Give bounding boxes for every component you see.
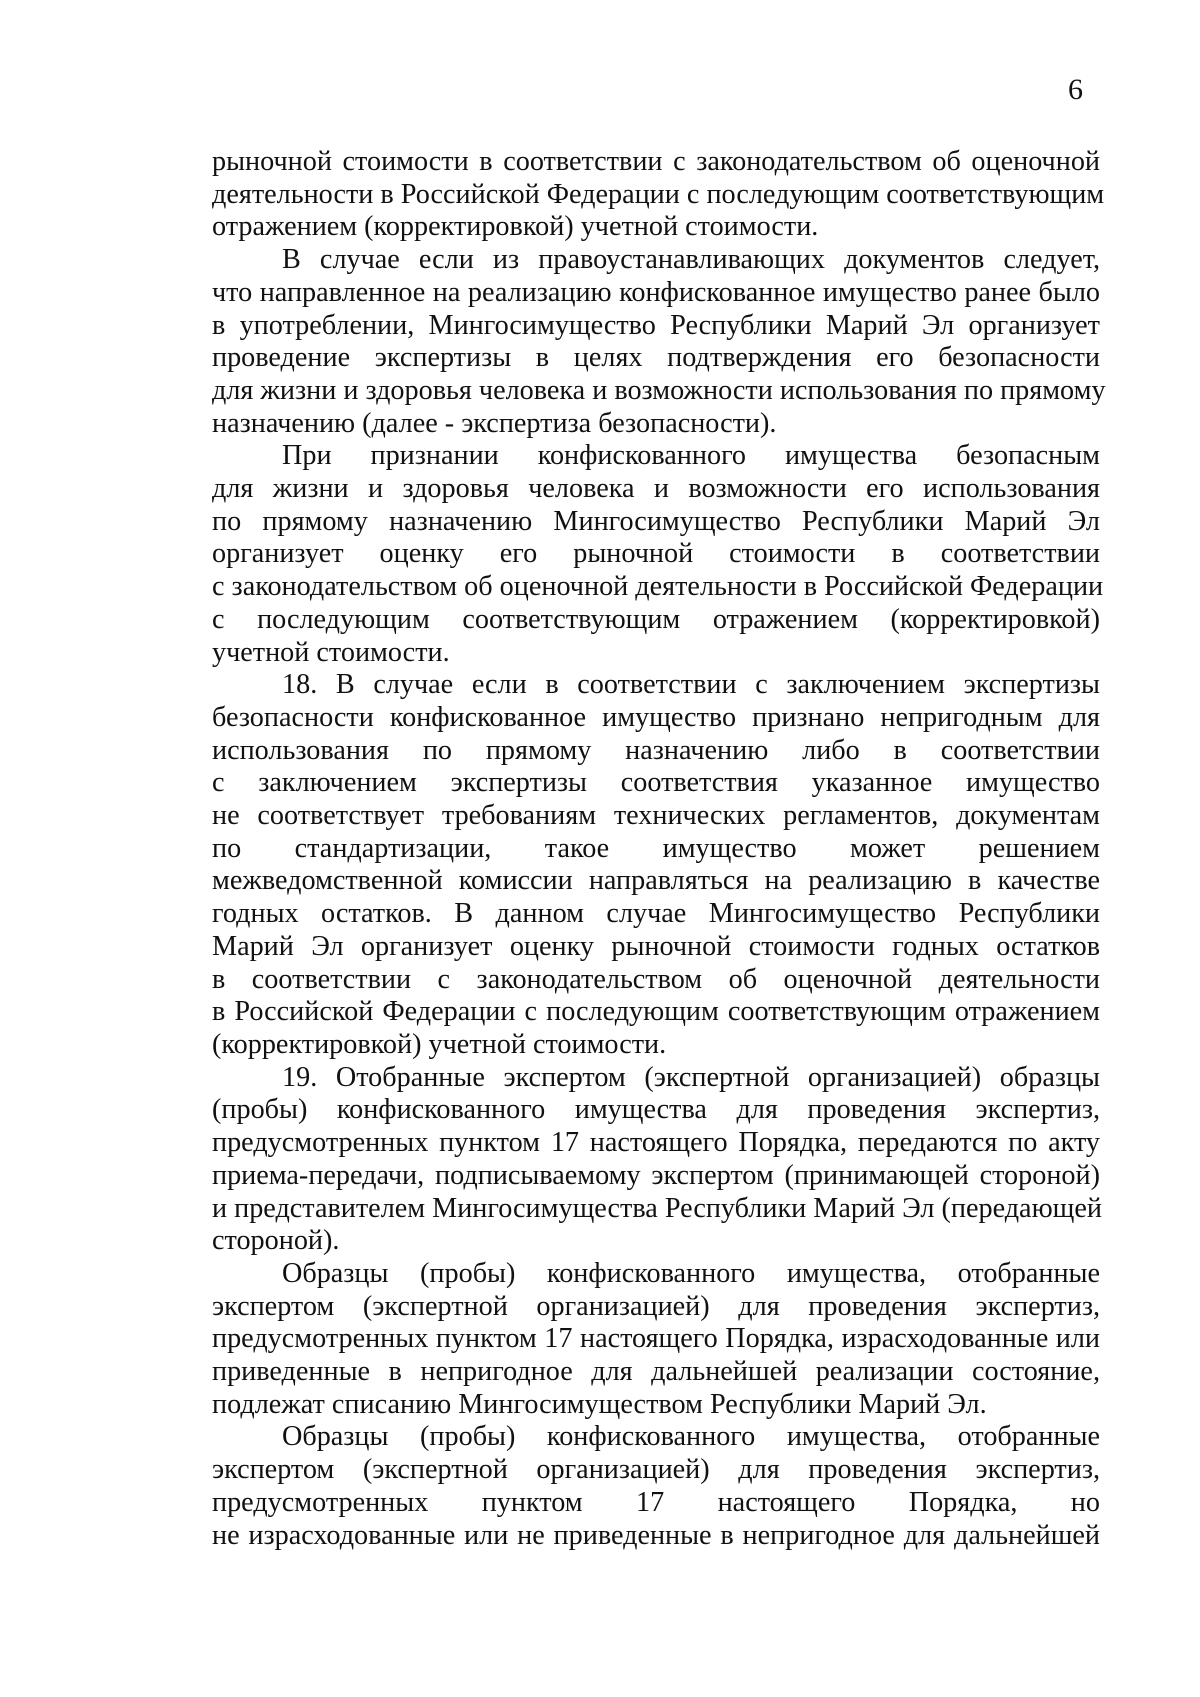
text-line: При признании конфискованного имущества безопасным [282, 440, 1100, 472]
text-line: учетной стоимости. [212, 636, 450, 668]
text-line: годных остатков. В данном случае Мингосимущество Республики [212, 898, 1100, 930]
text-line: деятельности в Российской Федерации с последующим соответствующим [212, 178, 1105, 210]
text-line: экспертом (экспертной организацией) для проведения экспертиз, [212, 1290, 1100, 1322]
text-line: организует оценку его рыночной стоимости в соответствии [212, 538, 1100, 570]
text-line: не соответствует требованиям технических регламентов, документам [212, 800, 1100, 832]
text-line: по прямому назначению Мингосимущество Республики Марий Эл [212, 505, 1100, 537]
text-line: не израсходованные или не приведенные в непригодное для дальнейшей [212, 1519, 1100, 1551]
text-line: безопасности конфискованное имущество признано непригодным для [212, 701, 1100, 733]
text-line: предусмотренных пунктом 17 настоящего Порядка, передаются по акту [212, 1127, 1100, 1159]
text-line: предусмотренных пунктом 17 настоящего Порядка, израсходованные или [212, 1323, 1100, 1355]
text-line: (пробы) конфискованного имущества для проведения экспертиз, [212, 1094, 1100, 1126]
text-line: 18. В случае если в соответствии с заключением экспертизы [282, 669, 1100, 701]
text-line: в употреблении, Мингосимущество Республики Марий Эл организует [212, 309, 1100, 341]
text-line: с последующим соответствующим отражением (корректировкой) [212, 603, 1100, 635]
text-line: экспертом (экспертной организацией) для проведения экспертиз, [212, 1454, 1100, 1486]
text-line: использования по прямому назначению либо в соответствии [212, 734, 1100, 766]
text-line: с законодательством об оценочной деятельности в Российской Федерации [212, 571, 1104, 603]
text-line: проведение экспертизы в целях подтверждения его безопасности [212, 342, 1100, 374]
text-line: с заключением экспертизы соответствия указанное имущество [212, 767, 1100, 799]
text-line: В случае если из правоустанавливающих документов следует, [282, 244, 1100, 276]
text-line: для жизни и здоровья человека и возможности использования по прямому [212, 374, 1106, 406]
text-line: Марий Эл организует оценку рыночной стоимости годных остатков [212, 930, 1100, 962]
text-line: что направленное на реализацию конфискованное имущество ранее было [212, 276, 1100, 308]
text-line: в соответствии с законодательством об оценочной деятельности [212, 963, 1100, 995]
text-line: по стандартизации, такое имущество может решением [212, 832, 1100, 864]
text-line: Образцы (пробы) конфискованного имущества, отобранные [282, 1421, 1100, 1453]
text-line: подлежат списанию Мингосимуществом Республики Марий Эл. [212, 1388, 987, 1420]
text-line: и представителем Мингосимущества Республики Марий Эл (передающей [212, 1192, 1102, 1224]
text-line: Образцы (пробы) конфискованного имущества, отобранные [282, 1257, 1100, 1289]
text-line: стороной). [212, 1225, 340, 1257]
document-body [212, 146, 1106, 1552]
text-line: 19. Отобранные экспертом (экспертной организацией) образцы [282, 1061, 1100, 1093]
page-number: 6 [1068, 73, 1083, 106]
text-line: назначению (далее - экспертиза безопасности). [212, 407, 777, 439]
text-line: рыночной стоимости в соответствии с законодательством об оценочной [212, 146, 1100, 177]
text-line: отражением (корректировкой) учетной стоимости. [212, 211, 819, 243]
text-line: межведомственной комиссии направляться на реализацию в качестве [212, 865, 1100, 897]
text-line: (корректировкой) учетной стоимости. [212, 1028, 667, 1060]
text-line: предусмотренных пунктом 17 настоящего Порядка, но [212, 1486, 1100, 1518]
text-line: в Российской Федерации с последующим соответствующим отражением [212, 996, 1100, 1028]
text-line: приведенные в непригодное для дальнейшей реализации состояние, [212, 1356, 1100, 1388]
text-line: для жизни и здоровья человека и возможности его использования [212, 473, 1100, 505]
text-line: приема-передачи, подписываемому экспертом (принимающей стороной) [212, 1159, 1100, 1191]
